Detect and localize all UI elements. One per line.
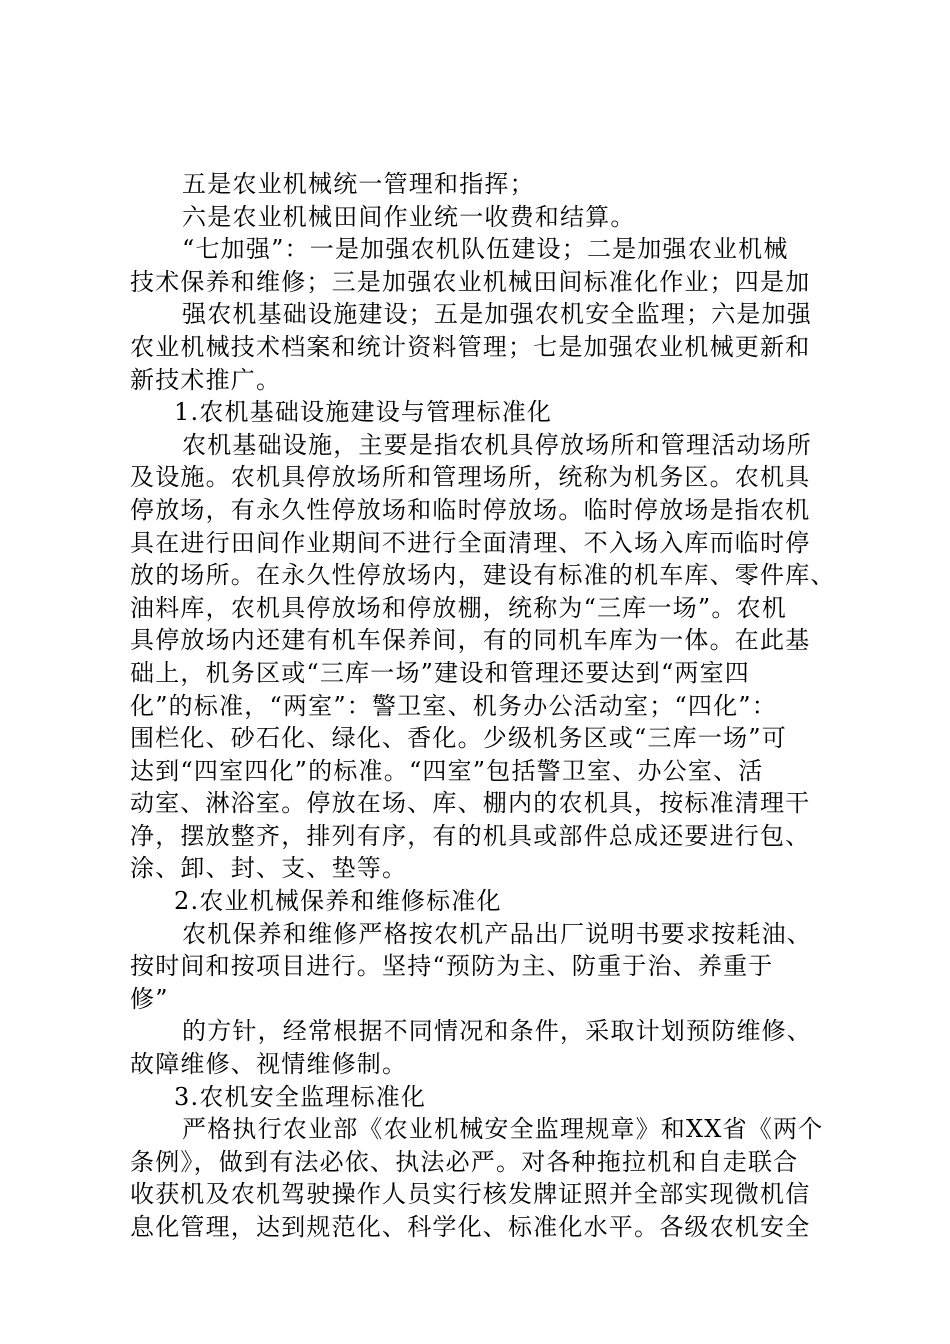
text-line: 收获机及农机驾驶操作人员实行核发牌证照并全部实现微机信 [130, 1180, 811, 1209]
text-line: 条例》，做到有法必依、执法必严。对各种拖拉机和自走联合 [130, 1147, 799, 1176]
text-line: 故障维修、视情维修制。 [130, 1050, 408, 1079]
text-line: 围栏化、砂石化、绿化、香化。少级机务区或“三库一场”可 [130, 724, 787, 753]
text-line: 达到“四室四化”的标准。“四室”包括警卫室、办公室、活 [130, 756, 764, 785]
text-line: 六是农业机械田间作业统一收费和结算。 [182, 202, 636, 231]
text-line: 油料库，农机具停放场和停放棚，统称为“三库一场”。农机 [130, 593, 787, 622]
text-line: 技术保养和维修；三是加强农业机械田间标准化作业；四是加 [130, 267, 811, 296]
section-heading: 2.农业机械保养和维修标准化 [174, 887, 502, 916]
text-line: 农机基础设施，主要是指农机具停放场所和管理活动场所 [182, 430, 812, 459]
text-line: 的方针，经常根据不同情况和条件，采取计划预防维修、 [182, 1017, 812, 1046]
text-line: 停放场，有永久性停放场和临时停放场。临时停放场是指农机 [130, 495, 811, 524]
section-heading: 3.农机安全监理标准化 [174, 1082, 427, 1111]
text-line: 础上，机务区或“三库一场”建设和管理还要达到“两室四 [130, 658, 751, 687]
text-line: 具停放场内还建有机车保养间，有的同机车库为一体。在此基 [130, 626, 811, 655]
text-line: 净，摆放整齐，排列有序，有的机具或部件总成还要进行包、 [130, 821, 811, 850]
text-line: 及设施。农机具停放场所和管理场所，统称为机务区。农机具 [130, 463, 811, 492]
text-line: 动室、淋浴室。停放在场、库、棚内的农机具，按标准清理干 [130, 789, 811, 818]
text-line: 息化管理，达到规范化、科学化、标准化水平。各级农机安全 [130, 1213, 811, 1241]
text-line: 涂、卸、封、支、垫等。 [130, 854, 408, 883]
text-line: 新技术推广。 [130, 365, 282, 394]
text-line: 按时间和按项目进行。坚持“预防为主、防重于治、养重于 [130, 952, 774, 981]
text-line: 农机保养和维修严格按农机产品出厂说明书要求按耗油、 [182, 919, 812, 948]
text-line: “七加强”：一是加强农机队伍建设；二是加强农业机械 [182, 235, 789, 264]
text-line: 严格执行农业部《农业机械安全监理规章》和XX省《两个 [182, 1115, 824, 1144]
text-line: 农业机械技术档案和统计资料管理；七是加强农业机械更新和 [130, 332, 811, 361]
text-line: 放的场所。在永久性停放场内，建设有标准的机车库、零件库、 [130, 561, 836, 590]
section-heading: 1.农机基础设施建设与管理标准化 [174, 398, 553, 427]
text-line: 化”的标准，“两室”：警卫室、机务办公活动室；“四化”： [130, 691, 777, 720]
text-line: 具在进行田间作业期间不进行全面清理、不入场入库而临时停 [130, 528, 811, 557]
text-line: 修” [130, 984, 169, 1013]
document-body [130, 168, 836, 1244]
text-line: 五是农业机械统一管理和指挥； [182, 170, 535, 198]
text-line: 强农机基础设施建设；五是加强农机安全监理；六是加强 [182, 300, 812, 329]
